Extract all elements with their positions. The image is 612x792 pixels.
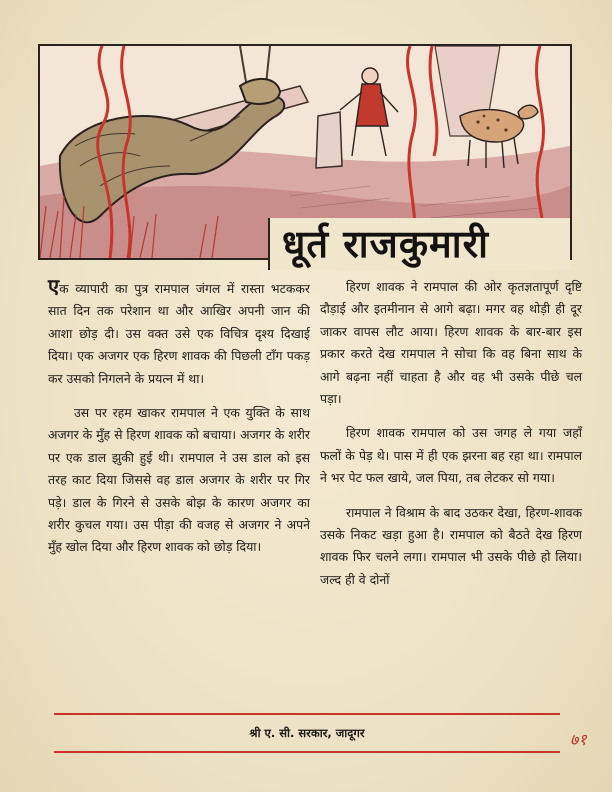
page-number: ७१ xyxy=(570,730,587,749)
footer-rule-top xyxy=(54,713,560,715)
paragraph: हिरण शावक ने रामपाल की ओर कृतज्ञतापूर्ण दृष्टि दौड़ाई और इतमीनान से आगे बढ़ा। मगर वह थोड़ी ही दूर जाकर वापस लौट आया। हिरण शावक के बार-बार इस प्रकार करते देख रामपाल ने सोचा कि वह बिना साथ के आगे बढ़ना नहीं चाहता है और वह भी उसके पीछे चल पड़ा। xyxy=(320,279,582,407)
footer-rule-bottom xyxy=(54,751,560,753)
right-column xyxy=(320,276,582,603)
left-column xyxy=(48,276,310,571)
paragraph xyxy=(48,276,310,390)
story-title: धूर्त राजकुमारी xyxy=(282,222,489,266)
footer-credit: श्री ए. सी. सरकार, जादूगर xyxy=(249,726,365,740)
paragraph: रामपाल ने विश्राम के बाद उठकर देखा, हिरण-शावक उसके निकट खड़ा हुआ है। रामपाल को बैठते देख हिरण शावक फिर चलने लगा। रामपाल भी उसके पीछे हो लिया। जल्द ही वे दोनों xyxy=(320,504,582,587)
drop-cap: ए xyxy=(48,274,60,298)
paragraph: उस पर रहम खाकर रामपाल ने एक युक्ति के साथ अजगर के मुँह से हिरण शावक को बचाया। अजगर के शरीर पर एक डाल झुकी हुई थी। रामपाल ने उस डाल को इस तरह काट दिया जिससे वह डाल अजगर के शरीर पर गिर पड़े। डाल के गिरने से उसके बोझ के कारण अजगर का शरीर कुचल गया। उस पीड़ा की वजह से अजगर ने अपने मुँह खोल दिया और हिरण शावक को छोड़ दिया। xyxy=(48,405,310,555)
paragraph-text: क व्यापारी का पुत्र रामपाल जंगल में रास्ता भटककर सात दिन तक परेशान था और आखिर अपनी जान की आशा छोड़ दी। उस वक्त उसे एक विचित्र दृश्य दिखाई दिया। एक अजगर एक हिरण शावक की पिछली टाँग पकड़ कर उसको निगलने के प्रयत्न में था। xyxy=(48,281,310,386)
paragraph: हिरण शावक रामपाल को उस जगह ले गया जहाँ फलों के पेड़ थे। पास में ही एक झरना बह रहा था। रामपाल ने भर पेट फल खाये, जल पिया, तब लेटकर सो गया। xyxy=(320,425,582,486)
